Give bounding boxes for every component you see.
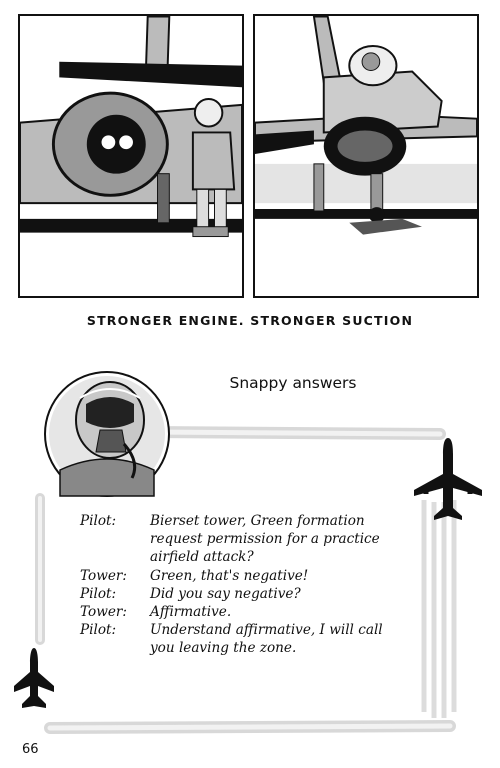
speech: Did you say negative? bbox=[150, 585, 301, 602]
pilot-portrait bbox=[45, 372, 169, 496]
dialogue-line bbox=[80, 585, 410, 603]
speaker: Tower: bbox=[80, 604, 127, 621]
dialogue-line bbox=[80, 512, 410, 567]
speaker: Tower: bbox=[80, 567, 127, 584]
speaker: Pilot: bbox=[80, 585, 117, 602]
speech: Bierset tower, Green formation request permission for a practice airfield attack? bbox=[150, 513, 380, 566]
dialogue-line bbox=[80, 603, 410, 621]
box-title: Snappy answers bbox=[229, 374, 357, 392]
page-number: 66 bbox=[22, 742, 39, 757]
speaker: Pilot: bbox=[80, 622, 117, 639]
speech: Affirmative. bbox=[150, 604, 232, 621]
dialogue-line bbox=[80, 567, 410, 585]
comic-caption: STRONGER ENGINE. STRONGER SUCTION bbox=[86, 313, 414, 328]
speech: Understand affirmative, I will call you leaving the zone. bbox=[150, 622, 383, 657]
speech: Green, that's negative! bbox=[150, 567, 309, 584]
speaker: Pilot: bbox=[80, 513, 117, 529]
dialogue-line bbox=[80, 621, 410, 657]
fighter-jet-icon bbox=[14, 648, 54, 708]
dialogue-list bbox=[80, 512, 410, 658]
